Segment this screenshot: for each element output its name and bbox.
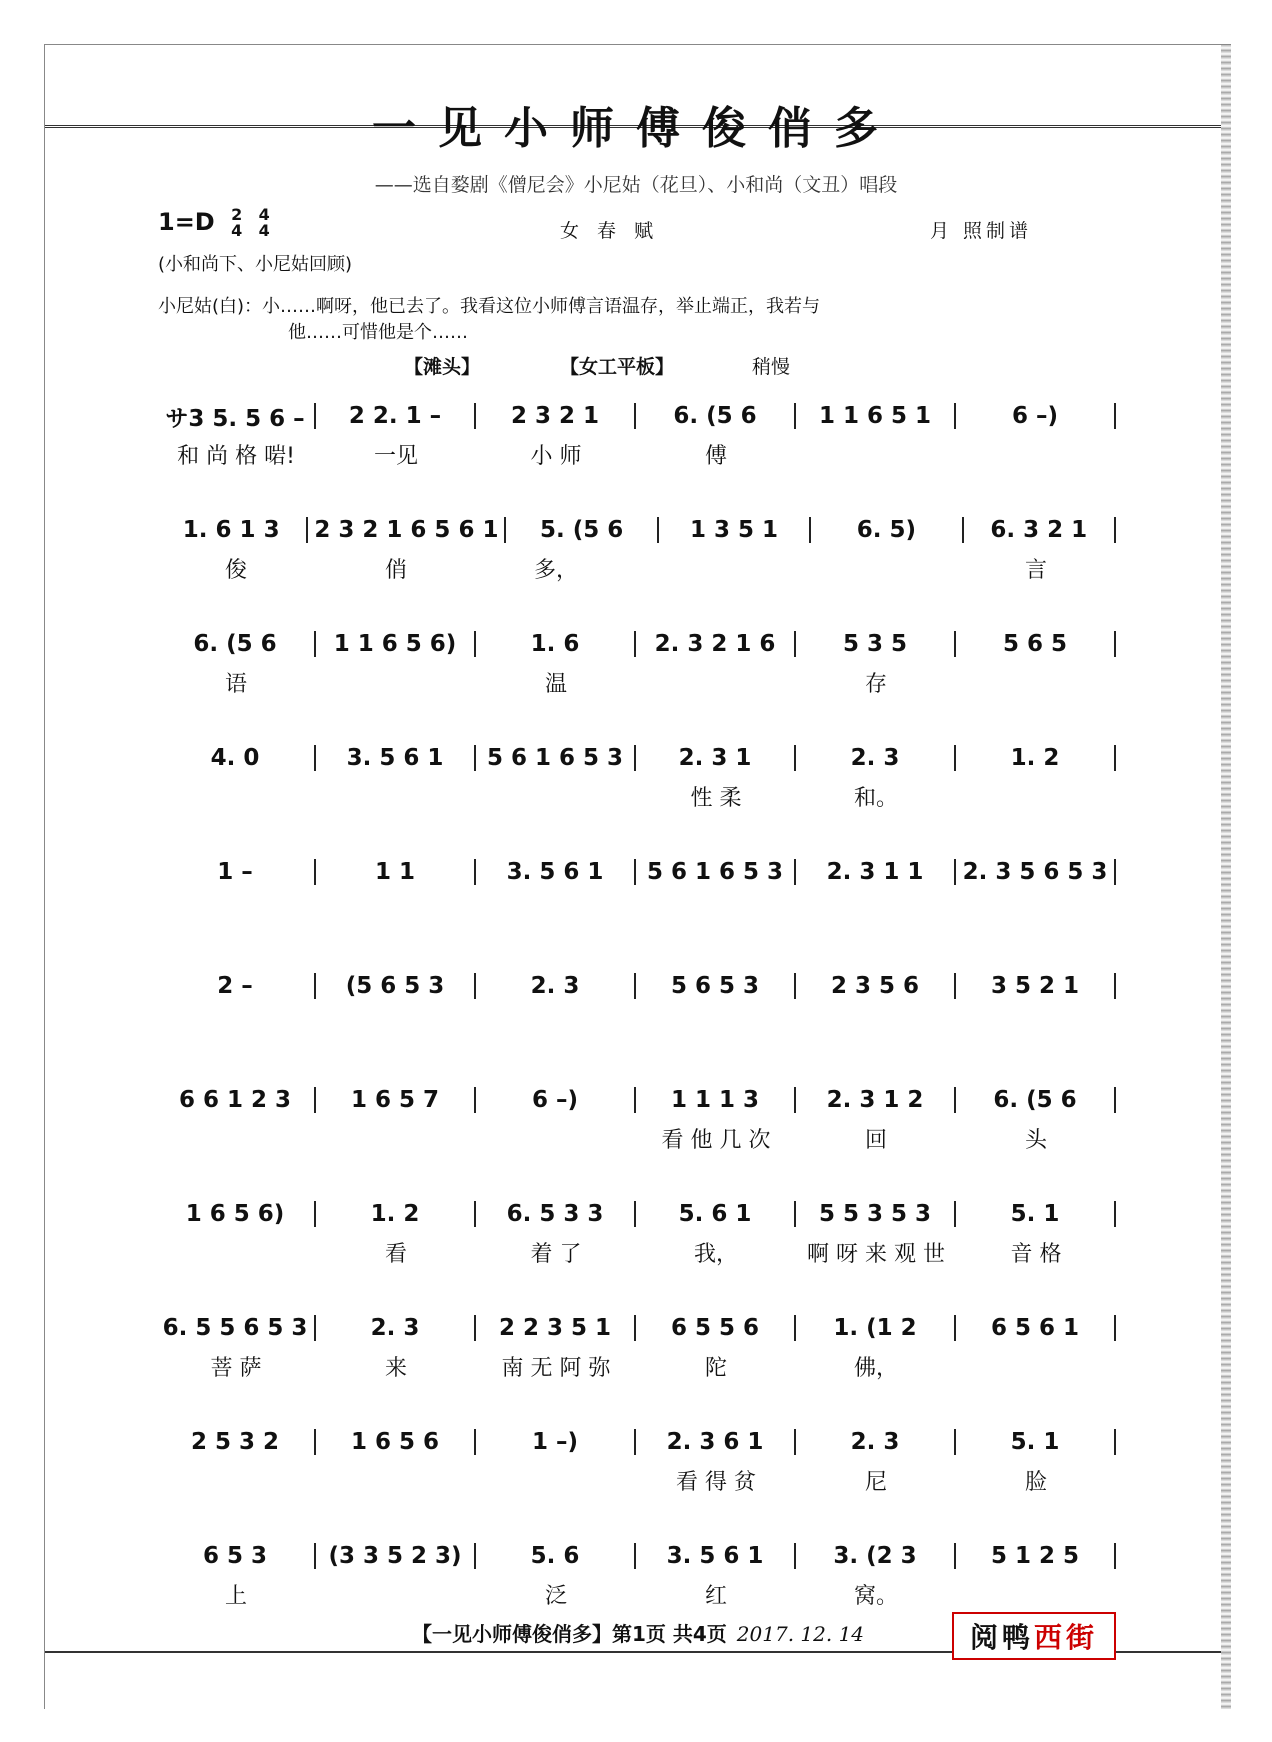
measure: 1 1 6 5 1: [794, 403, 954, 429]
logo-part-2: 西街: [1034, 1621, 1099, 1654]
measure: 6. (5 6: [193, 631, 277, 657]
measure: 5 1 2 5: [954, 1543, 1116, 1569]
marker-nvgong: 【女工平板】: [560, 356, 675, 378]
measure: 5. 1: [954, 1201, 1116, 1227]
measure: 2. 3: [794, 1429, 954, 1455]
measure: 2. 3: [314, 1315, 474, 1341]
notation-row: [156, 622, 1116, 666]
measure: 1. (1 2: [794, 1315, 954, 1341]
notation-row: [156, 394, 1116, 438]
measure: 1 1 1 3: [634, 1087, 794, 1113]
lyric-segment: 回: [864, 1127, 887, 1153]
measure: 5. 6: [474, 1543, 634, 1569]
score-system: [156, 394, 1116, 484]
measure: 2 3 2 1: [474, 403, 634, 429]
score-system: [156, 1420, 1116, 1510]
measure: 6. 5 5 6 5 3: [162, 1315, 308, 1341]
measure: 6 –): [954, 403, 1116, 429]
page-title: 一见小师傅俊俏多: [372, 103, 900, 154]
dialogue-line-1: 小尼姑(白)：小……啊呀，他已去了。我看这位小师傅言语温存，举止端正，我若与: [158, 296, 821, 317]
measure: 1 –): [474, 1429, 634, 1455]
measure: 6 5 6 1: [954, 1315, 1116, 1341]
lyric-segment: 佛，: [853, 1355, 898, 1381]
lyrics-row: [156, 438, 1116, 470]
lyric-segment: 一见: [373, 443, 418, 469]
lyric-segment: 音 格: [1010, 1241, 1062, 1267]
lyric-segment: 语: [224, 671, 247, 697]
lyric-segment: 窝。: [853, 1583, 898, 1609]
lyric-segment: 傅: [704, 443, 727, 469]
measure: 2. 3 2 1 6: [634, 631, 794, 657]
measure: 6. 5 3 3: [474, 1201, 634, 1227]
notation-row: [156, 1192, 1116, 1236]
notation-row: [156, 508, 1116, 552]
footer-text: 【一见小师傅俊俏多】第1页 共4页: [412, 1622, 727, 1646]
notation-row: [156, 1534, 1116, 1578]
lyric-segment: 小 师: [530, 443, 582, 469]
lyric-segment: 看 他 几 次: [661, 1127, 771, 1153]
lyric-segment: 看 得 贫: [676, 1469, 756, 1495]
measure: 3. (2 3: [794, 1543, 954, 1569]
measure: 3 5 2 1: [954, 973, 1116, 999]
measure: 1 3 5 1: [657, 517, 809, 543]
measure: 5. 6 1: [634, 1201, 794, 1227]
score-system: [156, 508, 1116, 598]
score-system: [156, 1078, 1116, 1168]
lyric-segment: 陀: [704, 1355, 727, 1381]
measure: 4. 0: [210, 745, 260, 771]
measure: 1. 6: [474, 631, 634, 657]
measure: 2 –: [217, 973, 253, 999]
time-signature-a: 2 4: [231, 205, 243, 240]
logo-part-1: 阅鸭: [969, 1621, 1034, 1654]
measure: 2. 3 1 1: [794, 859, 954, 885]
lyrics-row: [156, 1578, 1116, 1610]
measure: 5 5 3 5 3: [794, 1201, 954, 1227]
lyrics-row: [156, 780, 1116, 812]
score-system: [156, 964, 1116, 1054]
lyric-segment: 南 无 阿 弥: [501, 1355, 611, 1381]
lyric-segment: 我，: [693, 1241, 738, 1267]
measure: 1. 2: [314, 1201, 474, 1227]
score-system: [156, 1534, 1116, 1624]
measure: 2. 3 6 1: [634, 1429, 794, 1455]
measure: 6 5 5 6: [634, 1315, 794, 1341]
lyrics-row: [156, 552, 1116, 584]
notation-row: [156, 850, 1116, 894]
arranger: 月 照制谱: [930, 220, 1033, 242]
footer-date: 2017. 12. 14: [736, 1622, 865, 1646]
lyric-segment: 来: [384, 1355, 407, 1381]
dialogue: [158, 294, 1098, 346]
measure: 2 2 3 5 1: [474, 1315, 634, 1341]
measure: 2 2. 1 –: [314, 403, 474, 429]
lyric-segment: 脸: [1024, 1469, 1047, 1495]
notation-row: [156, 1078, 1116, 1122]
lyric-segment: 存: [864, 671, 887, 697]
measure: 1 6 5 6: [314, 1429, 474, 1455]
marker-tantou: 【滩头】: [404, 356, 481, 378]
site-logo: [952, 1612, 1116, 1660]
lyric-segment: 菩 萨: [210, 1355, 262, 1381]
score-system: [156, 622, 1116, 712]
measure: 1 –: [217, 859, 253, 885]
time-signature-b: 4 4: [258, 205, 270, 240]
measure: 3. 5 6 1: [634, 1543, 794, 1569]
measure: 5. 1: [954, 1429, 1116, 1455]
lyric-segment: 头: [1024, 1127, 1047, 1153]
notation-row: [156, 1306, 1116, 1350]
measure: 5 6 5 3: [634, 973, 794, 999]
measure: 2 5 3 2: [190, 1429, 280, 1455]
measure: 1 6 5 7: [314, 1087, 474, 1113]
measure: 5 6 5: [954, 631, 1116, 657]
section-markers: [0, 352, 1272, 382]
lyrics-row: [156, 1008, 1116, 1040]
author: 女 春 赋: [560, 220, 660, 242]
score-system: [156, 850, 1116, 940]
key-signature: [158, 207, 270, 239]
lyric-segment: 上: [224, 1583, 247, 1609]
measure: 1. 2: [954, 745, 1116, 771]
lyrics-row: [156, 666, 1116, 698]
measure: 2. 3 1 2: [794, 1087, 954, 1113]
measure: 2. 3 5 6 5 3: [954, 859, 1116, 885]
measure: 1 6 5 6): [185, 1201, 285, 1227]
dialogue-line-2: 他……可惜他是个……: [288, 322, 468, 343]
lyric-segment: 温: [544, 671, 567, 697]
lyric-segment: 和。: [853, 785, 898, 811]
lyric-segment: 啊 呀 来 观 世: [807, 1241, 945, 1267]
measure: 3. 5 6 1: [314, 745, 474, 771]
lyric-segment: 着 了: [530, 1241, 582, 1267]
notation-row: [156, 964, 1116, 1008]
measure: 6. 5): [809, 517, 961, 543]
lyric-segment: 和 尚 格 啱!: [177, 443, 295, 469]
measure: 5 6 1 6 5 3: [634, 859, 794, 885]
key-label: 1=D: [158, 208, 215, 236]
measure: 6. (5 6: [634, 403, 794, 429]
measure: サ3 5. 5 6 –: [165, 405, 305, 432]
measure: 6. (5 6: [954, 1087, 1116, 1113]
notation-row: [156, 736, 1116, 780]
marker-tempo: 稍慢: [752, 356, 791, 378]
measure: 1. 6 1 3: [182, 517, 280, 543]
lyric-segment: 言: [1024, 557, 1047, 583]
torn-edge: [1221, 45, 1231, 1709]
measure: 5. (5 6: [504, 517, 656, 543]
measure: 2. 3: [794, 745, 954, 771]
measure: 6 –): [474, 1087, 634, 1113]
measure: 6 6 1 2 3: [178, 1087, 292, 1113]
measure: (3 3 5 2 3): [314, 1543, 474, 1569]
lyrics-row: [156, 1464, 1116, 1496]
measure: 2. 3 1: [634, 745, 794, 771]
lyric-segment: 俊: [224, 557, 247, 583]
lyrics-row: [156, 1350, 1116, 1382]
lyric-segment: 泛: [544, 1583, 567, 1609]
score-system: [156, 736, 1116, 826]
footer: [412, 1618, 864, 1647]
measure: 1 1: [314, 859, 474, 885]
lyric-segment: 多，: [533, 557, 578, 583]
measure: (5 6 5 3: [314, 973, 474, 999]
score-system: [156, 1306, 1116, 1396]
lyrics-row: [156, 1236, 1116, 1268]
measure: 5 6 1 6 5 3: [474, 745, 634, 771]
measure: 6. 3 2 1: [962, 517, 1116, 543]
measure: 2 3 5 6: [794, 973, 954, 999]
measure: 2. 3: [474, 973, 634, 999]
page-subtitle: ——选自婺剧《僧尼会》小尼姑（花旦）、小和尚（文丑）唱段: [374, 174, 898, 196]
stage-direction: (小和尚下、小尼姑回顾): [158, 254, 353, 275]
lyric-segment: 红: [704, 1583, 727, 1609]
measure: 3. 5 6 1: [474, 859, 634, 885]
notation-row: [156, 1420, 1116, 1464]
lyric-segment: 看: [384, 1241, 407, 1267]
lyric-segment: 俏: [384, 557, 407, 583]
measure: 6 5 3: [202, 1543, 268, 1569]
measure: 2 3 2 1 6 5 6 1: [306, 517, 504, 543]
measure: 1 1 6 5 6): [314, 631, 474, 657]
lyric-segment: 性 柔: [690, 785, 742, 811]
score-system: [156, 1192, 1116, 1282]
measure: 5 3 5: [794, 631, 954, 657]
lyrics-row: [156, 1122, 1116, 1154]
lyrics-row: [156, 894, 1116, 926]
lyric-segment: 尼: [864, 1469, 887, 1495]
